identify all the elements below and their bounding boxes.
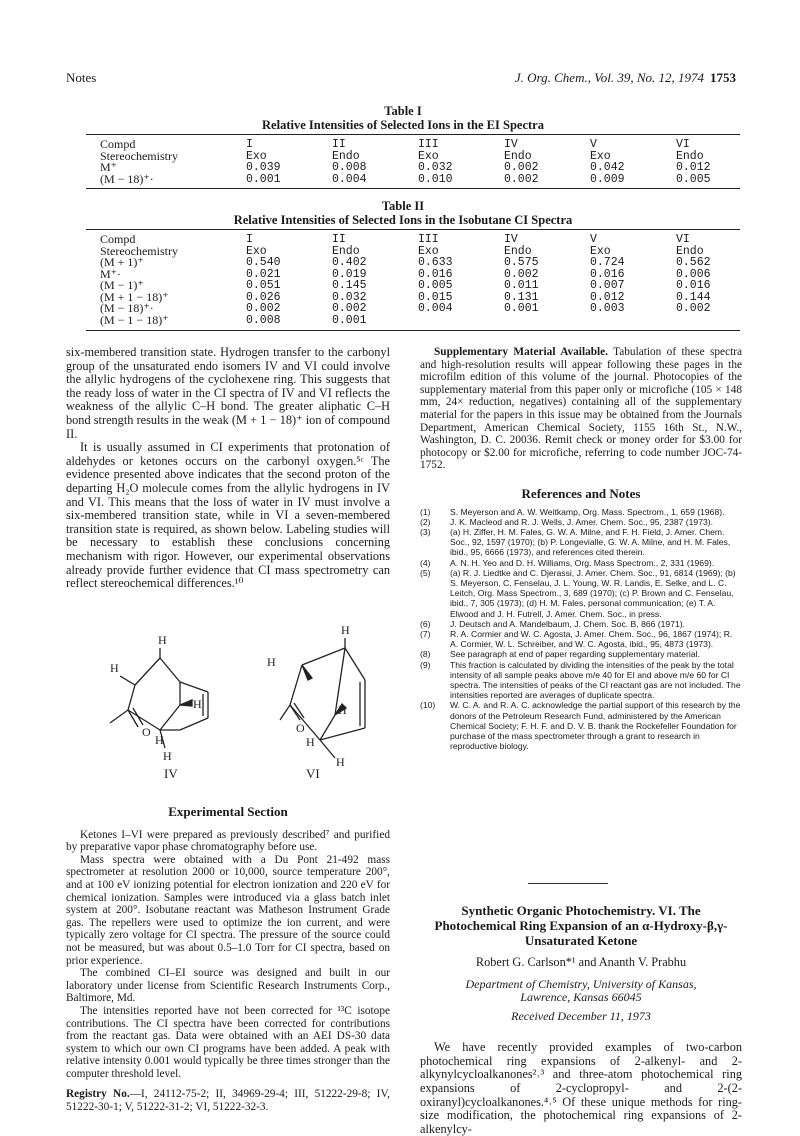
table-cell: III — [418, 138, 439, 151]
supplementary-material — [420, 346, 742, 472]
running-header-left: Notes — [66, 70, 97, 85]
table-row — [100, 257, 762, 269]
table-cell: 0.032 — [418, 161, 453, 174]
table1-caption: Relative Intensities of Selected Ions in the EI Spectra — [262, 118, 544, 132]
table-cell: 0.026 — [246, 290, 281, 304]
paragraph: six-membered transition state. Hydrogen transfer to the carbonyl group of the unsaturated endo isomers IV and VI could involve the allylic hydrogens of the cyclohexene ring. This suggests that the ready loss of water in the CI spectra of IV and VI reflects the weakness of the allylic C–H bond. The greater aliphatic C–H bond strength results in the weak (M + 1 − 18)⁺ ion of compound II. — [66, 345, 390, 441]
table-row — [100, 280, 762, 292]
table-cell — [676, 315, 762, 327]
table-cell: II — [332, 138, 346, 151]
row-label: (M + 1 − 18)⁺ — [100, 289, 169, 304]
table1-heading — [66, 104, 740, 132]
reference-number: (3) — [420, 527, 431, 537]
table-cell: Exo — [246, 244, 267, 258]
table-cell: 0.562 — [676, 256, 711, 269]
table2-label: Table II — [381, 199, 425, 213]
reference-text: W. C. A. and R. A. C. acknowledge the partial support of this research by the donors of the Petroleum Research Fund, administered by the American Chemical Society; F. H. F. and D. V. B. thank the Rockefeller Foundation for purchase of the mass spectrometer through a grant to research in reproductive biology. — [450, 700, 741, 752]
article-authors: Robert G. Carlson*¹ and Ananth V. Prabhu — [475, 955, 687, 969]
experimental-title: Experimental Section — [168, 804, 288, 819]
table-cell: 0.010 — [418, 172, 453, 186]
references-title: References and Notes — [521, 486, 641, 501]
table-cell: II — [332, 233, 346, 246]
table-cell: III — [418, 233, 439, 246]
table-cell: 0.019 — [332, 267, 367, 281]
atom-label: H — [267, 655, 276, 669]
table-cell: Endo — [332, 244, 360, 258]
reference-number: (1) — [420, 506, 431, 517]
table-cell: 0.005 — [676, 172, 711, 186]
table-cell: 0.011 — [504, 279, 539, 292]
table1-label: Table I — [384, 104, 422, 118]
atom-label: O — [142, 725, 151, 739]
article-title: Synthetic Organic Photochemistry. VI. The Photochemical Ring Expansion of an α-Hydroxy-β,γ-Unsaturated Ketone — [434, 903, 728, 948]
affiliation — [420, 978, 742, 1004]
table-cell: V — [590, 138, 597, 151]
paragraph: It is usually assumed in CI experiments that protonation of aldehydes or ketones occurs on the carbonyl oxygen.⁵ᶜ The evidence presented above indicates that the second proton of the departing H₂O molecule comes from the allylic hydrogens in IV and VI. This means that the loss of water in IV must involve a six-membered transition state, while in VI a seven-membered transition state is required, as shown below. Labeling studies will be necessary to establish these conclusions concerning mechanism with rigor. However, our experimental observations already provide further evidence that CI mass spectrometry can reflect stereochemical differences.¹⁰ — [66, 440, 390, 591]
affiliation-line: Lawrence, Kansas 66045 — [520, 989, 642, 1004]
reference-number: (4) — [420, 557, 431, 568]
atom-label: H — [163, 749, 172, 763]
reference-number: (8) — [420, 649, 431, 660]
received-date: Received December 11, 1973 — [511, 1008, 651, 1023]
table-cell: 0.004 — [418, 302, 453, 315]
table-cell: 0.001 — [504, 302, 539, 315]
table-cell: 0.007 — [590, 279, 625, 292]
references-section — [420, 487, 742, 751]
table-cell — [504, 315, 590, 327]
table-cell: Endo — [504, 244, 532, 258]
table-cell: 0.004 — [332, 172, 367, 186]
reference-item — [420, 700, 742, 751]
reference-number: (7) — [420, 629, 431, 640]
row-label: (M − 18)⁺· — [100, 171, 154, 186]
paragraph: Mass spectra were obtained with a Du Pont 21-492 mass spectrometer at resolution 2000 or 10,000, source temperature 200°, and at 100 eV ionizing potential for electron ionization and 220 eV for chemical ionization. Samples were introduced via a glass batch inlet system at 200°. Isobutane reactant was Matheson Instrument Grade gas. The repellers were used to optimize the ion current, and were typically zero voltage for CI spectra. The pressure of the source could not be measured, but was about 0.5–1.0 Torr for CI spectra, based on prior experience. — [66, 853, 390, 967]
row-label: (M − 1)⁺ — [100, 278, 144, 292]
atom-label: H — [338, 703, 347, 717]
table-cell — [590, 315, 676, 327]
references-list — [420, 507, 742, 752]
table-cell: 0.131 — [504, 290, 539, 304]
reference-text: This fraction is calculated by dividing the intensities of the peak by the total intensity of all sample peaks above m/e 40 for EI and above m/e 60 for CI spectra. The intensities of peaks of the CI reactant gas are not included. The intensities reported are averages of duplicate spectra. — [450, 659, 741, 701]
next-article — [420, 903, 742, 1136]
table-cell: 0.002 — [504, 161, 539, 174]
table-row — [100, 303, 762, 315]
table-cell: I — [246, 138, 253, 151]
table-cell: Exo — [246, 149, 267, 163]
reference-item — [420, 649, 742, 659]
reference-number: (2) — [420, 516, 431, 527]
reference-text: S. Meyerson and A. W. Weitkamp, Org. Mass. Spectrom., 1, 659 (1968). — [450, 506, 725, 517]
table2-caption: Relative Intensities of Selected Ions in the Isobutane CI Spectra — [233, 213, 573, 227]
table2-bottom-rule — [86, 330, 740, 331]
reference-text: J. Deutsch and A. Mandelbaum, J. Chem. Soc. B, 866 (1971). — [450, 618, 686, 629]
affiliation-line: Department of Chemistry, University of Kansas, — [465, 976, 697, 991]
table-cell: 0.015 — [418, 290, 453, 304]
table-cell: IV — [504, 138, 518, 151]
row-label: M⁺ — [100, 160, 118, 174]
table-cell: 0.002 — [246, 302, 281, 315]
reference-item — [420, 568, 742, 619]
table-cell: Endo — [676, 244, 704, 258]
table-cell: 0.039 — [246, 161, 281, 174]
table-cell: 0.016 — [418, 267, 453, 281]
row-label: (M − 1 − 18)⁺ — [100, 312, 169, 327]
reference-number: (9) — [420, 659, 431, 670]
article-separator — [528, 883, 608, 884]
table-cell: 0.002 — [332, 302, 367, 315]
structure-label-vi: VI — [306, 766, 320, 780]
registry-numbers — [66, 1088, 390, 1113]
row-label: Compd — [100, 232, 136, 246]
table-cell: 0.009 — [590, 172, 625, 186]
table-cell: I — [246, 233, 253, 246]
table-row — [100, 139, 762, 151]
reference-item — [420, 558, 742, 568]
table-cell: 0.032 — [332, 290, 367, 304]
table-cell: 0.012 — [676, 161, 711, 174]
table-cell: 0.002 — [676, 302, 711, 315]
table-cell: VI — [676, 233, 690, 246]
table-cell: 0.005 — [418, 279, 453, 292]
table-cell: Endo — [504, 149, 532, 163]
table2-top-rule — [86, 229, 740, 230]
table-cell: 0.540 — [246, 256, 281, 269]
table-cell: IV — [504, 233, 518, 246]
registry-label: Registry No. — [66, 1088, 130, 1101]
table-cell: 0.008 — [246, 313, 281, 327]
reference-text: J. K. Macleod and R. J. Wells, J. Amer. Chem. Soc., 95, 2387 (1973). — [450, 516, 714, 527]
table-row — [100, 174, 762, 186]
reference-item — [420, 507, 742, 517]
left-column-upper — [66, 346, 390, 591]
table-cell: 0.002 — [504, 172, 539, 186]
table-cell: 0.012 — [590, 290, 625, 304]
reference-text: (a) H. Ziffer, H. M. Fales, G. W. A. Milne, and F. H. Field, J. Amer. Chem. Soc., 92, 1597 (1970); (b) P. Longevialle, G. W. A. Milne, and H. M. Fales, ibid., 95, 6666 (1973), and references cited therein. — [450, 527, 731, 558]
row-label: (M + 1)⁺ — [100, 255, 144, 269]
table-cell: Exo — [590, 244, 611, 258]
reference-text: A. N. H. Yeo and D. H. Williams, Org. Mass Spectrom., 2, 331 (1969). — [450, 557, 715, 568]
table-cell: 0.001 — [332, 313, 367, 327]
running-header-right — [515, 70, 736, 86]
structure-vi-bonds — [280, 638, 365, 758]
table-cell — [418, 315, 504, 327]
table-row — [100, 162, 762, 174]
table-cell: 0.021 — [246, 267, 281, 281]
reference-text: R. A. Cormier and W. C. Agosta, J. Amer. Chem. Soc., 96, 1867 (1974); R. A. Cormier, W. L. Schreiber, and W. C. Agosta, ibid., 95, 4873 (1973). — [450, 629, 733, 650]
left-column-lower — [66, 805, 390, 1114]
reference-number: (5) — [420, 567, 431, 578]
table1-top-rule — [86, 134, 740, 135]
table-cell: Exo — [418, 149, 439, 163]
row-label: Compd — [100, 137, 136, 151]
reference-item — [420, 517, 742, 527]
atom-label: O — [296, 721, 305, 735]
reference-text: (a) R. J. Liedtke and C. Djerassi, J. Amer. Chem. Soc., 91, 6814 (1969); (b) S. Meyerson, C. Fenselau, J. L. Young, W. R. Landis, E. Selke, and L. C. Leitch, Org. Mass Spectrom., 3, 689 (1970); (c) P. Brown and C. Fenselau, ibid., 7, 305 (1973); (d) H. M. Fales, personal communication; (e) T. A. Elwood and J. H. Futrell, J. Amer. Chem. Soc., in press. — [450, 567, 736, 619]
table2-heading — [66, 199, 740, 227]
table-cell: Exo — [418, 244, 439, 258]
table-cell: 0.006 — [676, 267, 711, 281]
supp-text: Tabulation of these spectra and high-resolution results will appear following these pages in the microfilm edition of this volume of the journal. Photocopies of the supplementary material from this paper only or microfiche (105 × 148 mm, 24× reduction, negatives) containing all of the supplementary material for the papers in this issue may be obtained from the Journals Department, American Chemical Society, 1155 16th St., N.W., Washington, D. C. 20036. Remit check or money order for $3.00 for photocopy or $2.00 for microfiche, referring to code number JOC-74-1752. — [420, 346, 742, 472]
article-intro: We have recently provided examples of two-carbon photochemical ring expansions of 2-alkenyl- and 2-alkynylcycloalkanones²˒³ and three-atom photochemical ring expansions of 2-cyclopropyl- and 2-(2-oxiranyl)cycloalkanones.⁴˒⁵ Of these unique methods for ring-size modification, the photochemical ring expansions of 2-alkenylcy- — [420, 1040, 742, 1136]
page-number: 1753 — [710, 70, 736, 85]
table-cell: 0.402 — [332, 256, 367, 269]
atom-label: H — [110, 661, 119, 675]
atom-label: H — [341, 623, 350, 637]
table-cell: 0.042 — [590, 161, 625, 174]
paragraph: The intensities reported have not been corrected for ¹³C isotope contributions. The CI spectra have been corrected for contributions from the reactant gas. Data were obtained with an AEI DS-30 data system to which our own CI programs have been added. A peak with relative intensity 0.001 would typically be three times stronger than the computer threshold level. — [66, 1004, 390, 1080]
table-cell: 0.016 — [590, 267, 625, 281]
table2 — [100, 234, 762, 326]
table-cell: 0.051 — [246, 279, 281, 292]
atom-label: H — [155, 733, 164, 747]
atom-label: H — [336, 755, 345, 769]
journal-citation: J. Org. Chem., Vol. 39, No. 12, 1974 — [514, 70, 704, 85]
reference-number: (10) — [420, 700, 436, 711]
table-cell: 0.016 — [676, 279, 711, 292]
table-cell: 0.145 — [332, 279, 367, 292]
row-label: (M − 18)⁺· — [100, 301, 154, 315]
table-cell: VI — [676, 138, 690, 151]
paragraph: Ketones I–VI were prepared as previously described⁷ and purified by preparative vapor phase chromatography before use. — [66, 828, 390, 854]
reference-item — [420, 629, 742, 649]
table-cell: 0.001 — [246, 172, 281, 186]
row-label: Stereochemistry — [100, 243, 178, 258]
atom-label: H — [306, 735, 315, 749]
table-cell: 0.144 — [676, 290, 711, 304]
table-row — [100, 234, 762, 246]
table-cell: V — [590, 233, 597, 246]
table1-bottom-rule — [86, 188, 740, 189]
paragraph: The combined CI–EI source was designed and built in our laboratory under license from Scientific Research Instruments Corp., Baltimore, Md. — [66, 967, 390, 1005]
table-row — [100, 315, 762, 327]
table-cell: 0.633 — [418, 256, 453, 269]
reference-text: See paragraph at end of paper regarding supplementary material. — [450, 649, 700, 660]
reference-number: (6) — [420, 618, 431, 629]
table1 — [100, 139, 762, 185]
table-cell: Exo — [590, 149, 611, 163]
reference-item — [420, 619, 742, 629]
table-cell: 0.575 — [504, 256, 539, 269]
atom-label: H — [193, 697, 202, 711]
table-cell: 0.008 — [332, 161, 367, 174]
supp-label: Supplementary Material Available. — [434, 346, 608, 358]
chemical-structures — [80, 620, 380, 780]
registry-text: —I, 24112-75-2; II, 34969-29-4; III, 51222-29-8; IV, 51222-30-1; V, 51222-31-2; VI, 51222-32-3. — [66, 1088, 390, 1114]
table-cell: Endo — [332, 149, 360, 163]
reference-item — [420, 660, 742, 701]
table-cell: 0.003 — [590, 302, 625, 315]
reference-item — [420, 527, 742, 558]
table-cell: Endo — [676, 149, 704, 163]
structure-label-iv: IV — [164, 766, 178, 780]
atom-label: H — [158, 633, 167, 647]
row-label: Stereochemistry — [100, 148, 178, 163]
table-cell: 0.724 — [590, 256, 625, 269]
row-label: M⁺· — [100, 266, 121, 281]
experimental-body — [66, 829, 390, 1114]
table-cell: 0.002 — [504, 267, 539, 281]
